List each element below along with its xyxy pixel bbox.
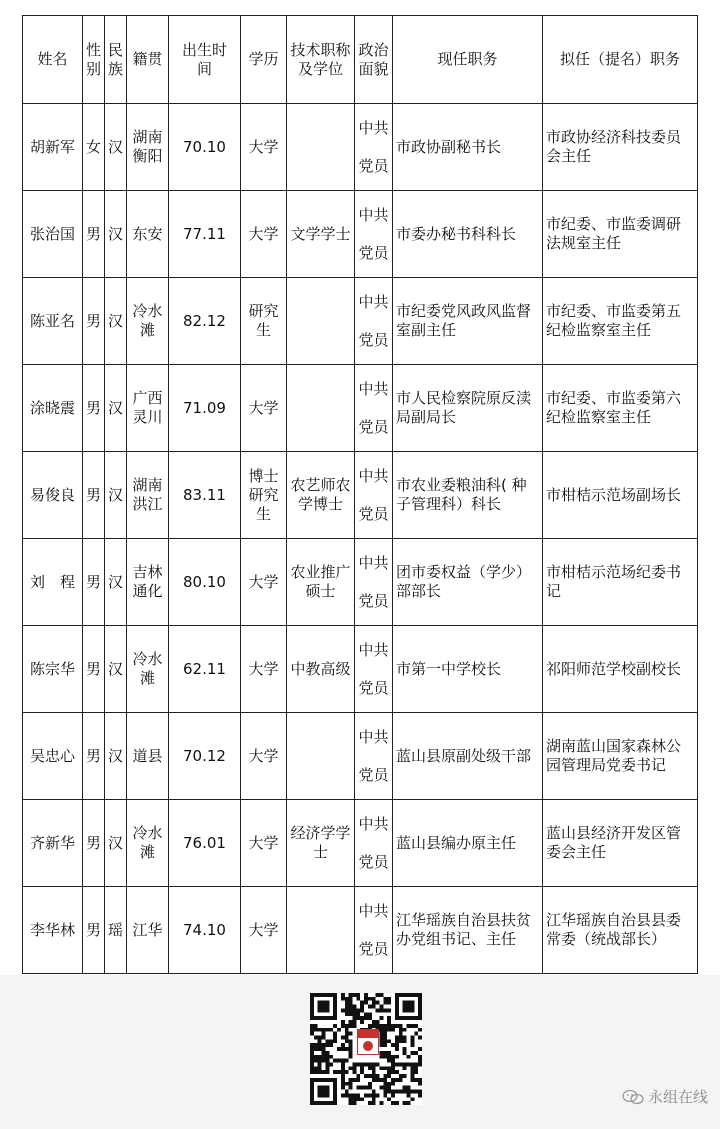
cell-political-status: 中共 党员 [355, 104, 393, 191]
cell-current-position: 团市委权益（学少）部部长 [393, 539, 543, 626]
cell-native-place: 冷水滩 [127, 278, 169, 365]
cell-political-status: 中共 党员 [355, 713, 393, 800]
cell-gender: 男 [83, 713, 105, 800]
cell-proposed-position: 蓝山县经济开发区管委会主任 [543, 800, 698, 887]
header-birth-date: 出生时 间 [169, 16, 241, 104]
table-row [23, 539, 698, 626]
cell-proposed-position: 湖南蓝山国家森林公园管理局党委书记 [543, 713, 698, 800]
cell-gender: 男 [83, 626, 105, 713]
header-political-status: 政治 面貌 [355, 16, 393, 104]
cell-native-place: 东安 [127, 191, 169, 278]
cell-name: 李华林 [23, 887, 83, 974]
header-education: 学历 [241, 16, 287, 104]
cell-birth-date: 80.10 [169, 539, 241, 626]
cell-political-status: 中共 党员 [355, 365, 393, 452]
cell-education: 大学 [241, 887, 287, 974]
cell-name: 胡新军 [23, 104, 83, 191]
wechat-icon [622, 1089, 644, 1105]
cell-political-status: 中共 党员 [355, 887, 393, 974]
account-watermark [622, 1086, 708, 1107]
cell-ethnicity: 瑶 [105, 887, 127, 974]
cell-current-position: 市纪委党风政风监督室副主任 [393, 278, 543, 365]
cadre-roster-table [22, 15, 698, 974]
cell-political-status: 中共 党员 [355, 626, 393, 713]
cell-proposed-position: 市柑桔示范场副场长 [543, 452, 698, 539]
cell-birth-date: 74.10 [169, 887, 241, 974]
cell-name: 涂晓震 [23, 365, 83, 452]
cell-proposed-position: 江华瑶族自治县县委常委（统战部长） [543, 887, 698, 974]
cell-proposed-position: 市政协经济科技委员会主任 [543, 104, 698, 191]
cell-political-status: 中共 党员 [355, 539, 393, 626]
table-row [23, 713, 698, 800]
cell-gender: 男 [83, 365, 105, 452]
cell-birth-date: 62.11 [169, 626, 241, 713]
cell-gender: 男 [83, 278, 105, 365]
cell-native-place: 道县 [127, 713, 169, 800]
cell-native-place: 湖南洪江 [127, 452, 169, 539]
header-ethnicity: 民 族 [105, 16, 127, 104]
cell-current-position: 市政协副秘书长 [393, 104, 543, 191]
table-row [23, 104, 698, 191]
cell-ethnicity: 汉 [105, 278, 127, 365]
cell-native-place: 江华 [127, 887, 169, 974]
cell-ethnicity: 汉 [105, 626, 127, 713]
cell-proposed-position: 市柑桔示范场纪委书记 [543, 539, 698, 626]
cell-current-position: 蓝山县原副处级干部 [393, 713, 543, 800]
cell-education: 大学 [241, 539, 287, 626]
cell-birth-date: 77.11 [169, 191, 241, 278]
cell-title-degree [287, 887, 355, 974]
cell-proposed-position: 市纪委、市监委第五纪检监察室主任 [543, 278, 698, 365]
cell-title-degree: 文学学士 [287, 191, 355, 278]
table-row [23, 365, 698, 452]
cell-birth-date: 83.11 [169, 452, 241, 539]
table-row [23, 452, 698, 539]
cell-proposed-position: 市纪委、市监委调研法规室主任 [543, 191, 698, 278]
cell-political-status: 中共 党员 [355, 800, 393, 887]
cell-ethnicity: 汉 [105, 365, 127, 452]
cell-ethnicity: 汉 [105, 104, 127, 191]
cell-birth-date: 70.10 [169, 104, 241, 191]
table-row [23, 626, 698, 713]
cell-gender: 男 [83, 887, 105, 974]
cell-native-place: 冷水滩 [127, 626, 169, 713]
table-header-row [23, 16, 698, 104]
cell-title-degree [287, 365, 355, 452]
cell-native-place: 广西灵川 [127, 365, 169, 452]
cell-political-status: 中共 党员 [355, 278, 393, 365]
header-native-place: 籍贯 [127, 16, 169, 104]
cell-title-degree: 农艺师农学博士 [287, 452, 355, 539]
cell-title-degree [287, 104, 355, 191]
cell-birth-date: 82.12 [169, 278, 241, 365]
cell-title-degree: 中教高级 [287, 626, 355, 713]
cell-title-degree [287, 278, 355, 365]
cell-name: 张治国 [23, 191, 83, 278]
header-current-position: 现任职务 [393, 16, 543, 104]
table-row [23, 800, 698, 887]
cell-current-position: 市农业委粮油科( 种子管理科）科长 [393, 452, 543, 539]
cell-proposed-position: 祁阳师范学校副校长 [543, 626, 698, 713]
cell-current-position: 市委办秘书科科长 [393, 191, 543, 278]
cell-proposed-position: 市纪委、市监委第六纪检监察室主任 [543, 365, 698, 452]
cell-name: 吴忠心 [23, 713, 83, 800]
cell-political-status: 中共 党员 [355, 452, 393, 539]
header-name: 姓名 [23, 16, 83, 104]
cell-current-position: 市第一中学校长 [393, 626, 543, 713]
cell-gender: 男 [83, 191, 105, 278]
party-emblem-icon [357, 1029, 379, 1055]
header-proposed-position: 拟任（提名）职务 [543, 16, 698, 104]
table-row [23, 278, 698, 365]
cell-native-place: 吉林通化 [127, 539, 169, 626]
cell-education: 大学 [241, 626, 287, 713]
cell-ethnicity: 汉 [105, 800, 127, 887]
table-row [23, 191, 698, 278]
cell-name: 陈宗华 [23, 626, 83, 713]
cell-current-position: 蓝山县编办原主任 [393, 800, 543, 887]
cell-gender: 男 [83, 452, 105, 539]
cell-education: 博士研究生 [241, 452, 287, 539]
cell-ethnicity: 汉 [105, 452, 127, 539]
cell-birth-date: 70.12 [169, 713, 241, 800]
cell-title-degree: 农业推广硕士 [287, 539, 355, 626]
cell-name: 陈亚名 [23, 278, 83, 365]
cell-education: 大学 [241, 713, 287, 800]
cell-ethnicity: 汉 [105, 191, 127, 278]
cell-education: 研究生 [241, 278, 287, 365]
cell-birth-date: 76.01 [169, 800, 241, 887]
cell-name: 易俊良 [23, 452, 83, 539]
header-title-degree: 技术职称 及学位 [287, 16, 355, 104]
cell-current-position: 市人民检察院原反渎局副局长 [393, 365, 543, 452]
cell-political-status: 中共 党员 [355, 191, 393, 278]
cell-native-place: 冷水滩 [127, 800, 169, 887]
cell-title-degree [287, 713, 355, 800]
watermark-text: 永组在线 [647, 1088, 708, 1106]
cell-education: 大学 [241, 365, 287, 452]
cell-education: 大学 [241, 800, 287, 887]
cell-current-position: 江华瑶族自治县扶贫办党组书记、主任 [393, 887, 543, 974]
cell-native-place: 湖南衡阳 [127, 104, 169, 191]
cell-education: 大学 [241, 191, 287, 278]
cell-name: 齐新华 [23, 800, 83, 887]
cell-title-degree: 经济学学士 [287, 800, 355, 887]
cell-gender: 男 [83, 539, 105, 626]
header-gender: 性 别 [83, 16, 105, 104]
cell-ethnicity: 汉 [105, 539, 127, 626]
cell-gender: 男 [83, 800, 105, 887]
cell-birth-date: 71.09 [169, 365, 241, 452]
table-row [23, 887, 698, 974]
cell-ethnicity: 汉 [105, 713, 127, 800]
cell-gender: 女 [83, 104, 105, 191]
cell-name: 刘 程 [23, 539, 83, 626]
cell-education: 大学 [241, 104, 287, 191]
